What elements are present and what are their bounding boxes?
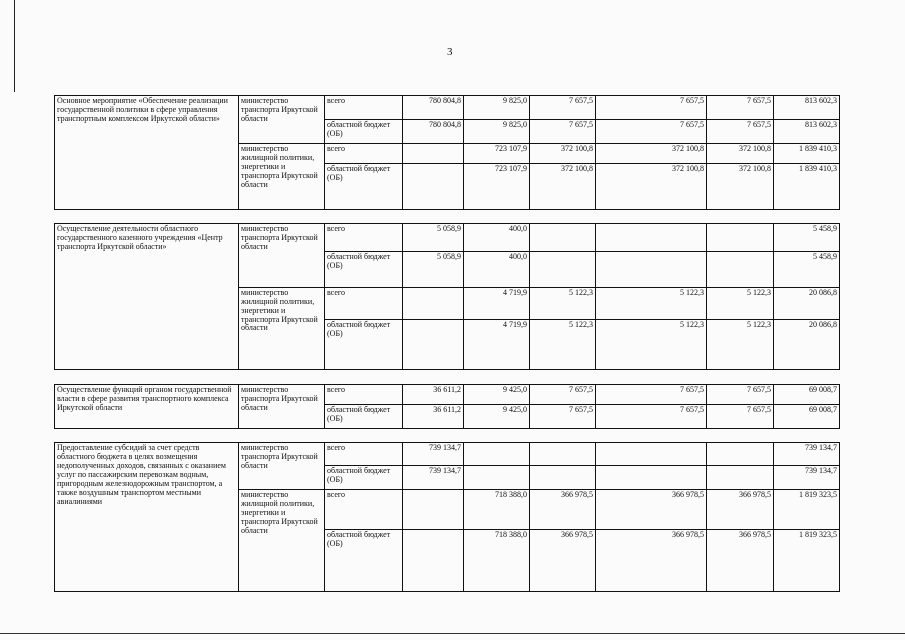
activity-name-cell: Основное мероприятие «Обеспечение реализации государственной политики в сфере управления транспортным комплексом Иркутской области» (55, 96, 239, 210)
executor-cell: министерство транспорта Иркутской области (239, 96, 325, 144)
value-cell: 5 122,3 (530, 287, 596, 319)
executor-cell: министерство жилищной политики, энергетики и транспорта Иркутской области (239, 490, 325, 592)
page-number: 3 (447, 46, 453, 58)
value-cell: 7 657,5 (596, 384, 707, 404)
value-cell: 780 804,8 (403, 96, 464, 120)
funding-source-cell: областной бюджет (ОБ) (325, 251, 403, 287)
table-row (55, 384, 840, 404)
funding-source-cell: всего (325, 490, 403, 530)
value-cell: 5 058,9 (403, 251, 464, 287)
value-cell: 7 657,5 (530, 405, 596, 429)
total-value-cell: 813 602,3 (774, 96, 840, 120)
scan-bottom-line (0, 633, 905, 634)
activity-name-cell: Предоставление субсидий за счет средств областного бюджета в целях возмещения недополученных доходов, связанных с оказанием услуг по пассажирским перевозкам водным, пригородным железнодорожным транспортом, а также воздушным транспортом местными авиалиниями (55, 443, 239, 592)
table-row (55, 224, 840, 252)
executor-cell: министерство транспорта Иркутской области (239, 443, 325, 490)
value-cell: 718 388,0 (464, 529, 530, 591)
funding-source-cell: всего (325, 143, 403, 163)
value-cell: 7 657,5 (530, 96, 596, 120)
value-cell: 9 425,0 (464, 384, 530, 404)
value-cell: 7 657,5 (596, 119, 707, 143)
value-cell (596, 443, 707, 466)
value-cell (403, 490, 464, 530)
value-cell: 400,0 (464, 224, 530, 252)
total-value-cell: 69 008,7 (774, 405, 840, 429)
value-cell: 366 978,5 (596, 529, 707, 591)
value-cell: 7 657,5 (596, 405, 707, 429)
table-row (55, 443, 840, 466)
value-cell: 366 978,5 (596, 490, 707, 530)
funding-source-cell: всего (325, 224, 403, 252)
value-cell: 36 611,2 (403, 384, 464, 404)
value-cell (403, 287, 464, 319)
value-cell: 5 122,3 (596, 287, 707, 319)
budget-table-body (55, 96, 840, 592)
budget-table (54, 95, 840, 592)
total-value-cell: 1 819 323,5 (774, 529, 840, 591)
value-cell: 9 825,0 (464, 96, 530, 120)
funding-source-cell: областной бюджет (ОБ) (325, 466, 403, 490)
value-cell: 9 425,0 (464, 405, 530, 429)
total-value-cell: 69 008,7 (774, 384, 840, 404)
total-value-cell: 20 086,8 (774, 320, 840, 370)
value-cell: 780 804,8 (403, 119, 464, 143)
value-cell: 372 100,8 (596, 164, 707, 210)
total-value-cell: 739 134,7 (774, 466, 840, 490)
table-row (55, 96, 840, 120)
value-cell: 5 122,3 (707, 320, 774, 370)
funding-source-cell: областной бюджет (ОБ) (325, 320, 403, 370)
value-cell: 372 100,8 (530, 164, 596, 210)
total-value-cell: 813 602,3 (774, 119, 840, 143)
spacer-row (55, 209, 840, 223)
value-cell (403, 143, 464, 163)
value-cell (707, 251, 774, 287)
value-cell (530, 466, 596, 490)
value-cell (403, 164, 464, 210)
value-cell: 9 825,0 (464, 119, 530, 143)
value-cell (403, 320, 464, 370)
value-cell: 4 719,9 (464, 320, 530, 370)
value-cell: 5 122,3 (596, 320, 707, 370)
total-value-cell: 1 839 410,3 (774, 143, 840, 163)
value-cell: 7 657,5 (707, 384, 774, 404)
executor-cell: министерство транспорта Иркутской области (239, 224, 325, 288)
value-cell: 7 657,5 (530, 119, 596, 143)
spacer-cell (55, 428, 840, 442)
funding-source-cell: всего (325, 443, 403, 466)
value-cell (403, 529, 464, 591)
value-cell: 723 107,9 (464, 143, 530, 163)
value-cell (707, 443, 774, 466)
value-cell (596, 466, 707, 490)
value-cell: 366 978,5 (530, 490, 596, 530)
value-cell: 5 122,3 (707, 287, 774, 319)
scan-edge-line (14, 0, 15, 92)
value-cell (596, 224, 707, 252)
value-cell: 7 657,5 (707, 119, 774, 143)
spacer-row (55, 370, 840, 384)
value-cell: 4 719,9 (464, 287, 530, 319)
total-value-cell: 1 839 410,3 (774, 164, 840, 210)
executor-cell: министерство транспорта Иркутской области (239, 384, 325, 428)
value-cell: 372 100,8 (530, 143, 596, 163)
value-cell (707, 224, 774, 252)
activity-name-cell: Осуществление функций органом государственной власти в сфере развития транспортного комплекса Иркутской области (55, 384, 239, 428)
total-value-cell: 5 458,9 (774, 251, 840, 287)
value-cell (530, 224, 596, 252)
value-cell (464, 443, 530, 466)
funding-source-cell: всего (325, 96, 403, 120)
value-cell: 372 100,8 (707, 164, 774, 210)
value-cell: 723 107,9 (464, 164, 530, 210)
funding-source-cell: всего (325, 287, 403, 319)
funding-source-cell: областной бюджет (ОБ) (325, 405, 403, 429)
value-cell: 400,0 (464, 251, 530, 287)
value-cell (707, 466, 774, 490)
value-cell: 366 978,5 (707, 490, 774, 530)
value-cell: 718 388,0 (464, 490, 530, 530)
funding-source-cell: областной бюджет (ОБ) (325, 119, 403, 143)
funding-source-cell: областной бюджет (ОБ) (325, 164, 403, 210)
executor-cell: министерство жилищной политики, энергетики и транспорта Иркутской области (239, 287, 325, 370)
total-value-cell: 20 086,8 (774, 287, 840, 319)
value-cell: 7 657,5 (707, 96, 774, 120)
value-cell: 366 978,5 (707, 529, 774, 591)
executor-cell: министерство жилищной политики, энергетики и транспорта Иркутской области (239, 143, 325, 209)
total-value-cell: 5 458,9 (774, 224, 840, 252)
spacer-cell (55, 370, 840, 384)
total-value-cell: 1 819 323,5 (774, 490, 840, 530)
value-cell: 5 122,3 (530, 320, 596, 370)
value-cell: 5 058,9 (403, 224, 464, 252)
value-cell (530, 443, 596, 466)
activity-name-cell: Осуществление деятельности областного государственного казенного учреждения «Центр транспорта Иркутской области» (55, 224, 239, 370)
funding-source-cell: областной бюджет (ОБ) (325, 529, 403, 591)
spacer-cell (55, 209, 840, 223)
value-cell: 7 657,5 (707, 405, 774, 429)
value-cell: 36 611,2 (403, 405, 464, 429)
spacer-row (55, 428, 840, 442)
value-cell: 7 657,5 (530, 384, 596, 404)
value-cell: 7 657,5 (596, 96, 707, 120)
value-cell: 739 134,7 (403, 466, 464, 490)
value-cell: 739 134,7 (403, 443, 464, 466)
value-cell (596, 251, 707, 287)
value-cell: 372 100,8 (707, 143, 774, 163)
value-cell (464, 466, 530, 490)
funding-source-cell: всего (325, 384, 403, 404)
total-value-cell: 739 134,7 (774, 443, 840, 466)
value-cell (530, 251, 596, 287)
value-cell: 366 978,5 (530, 529, 596, 591)
value-cell: 372 100,8 (596, 143, 707, 163)
